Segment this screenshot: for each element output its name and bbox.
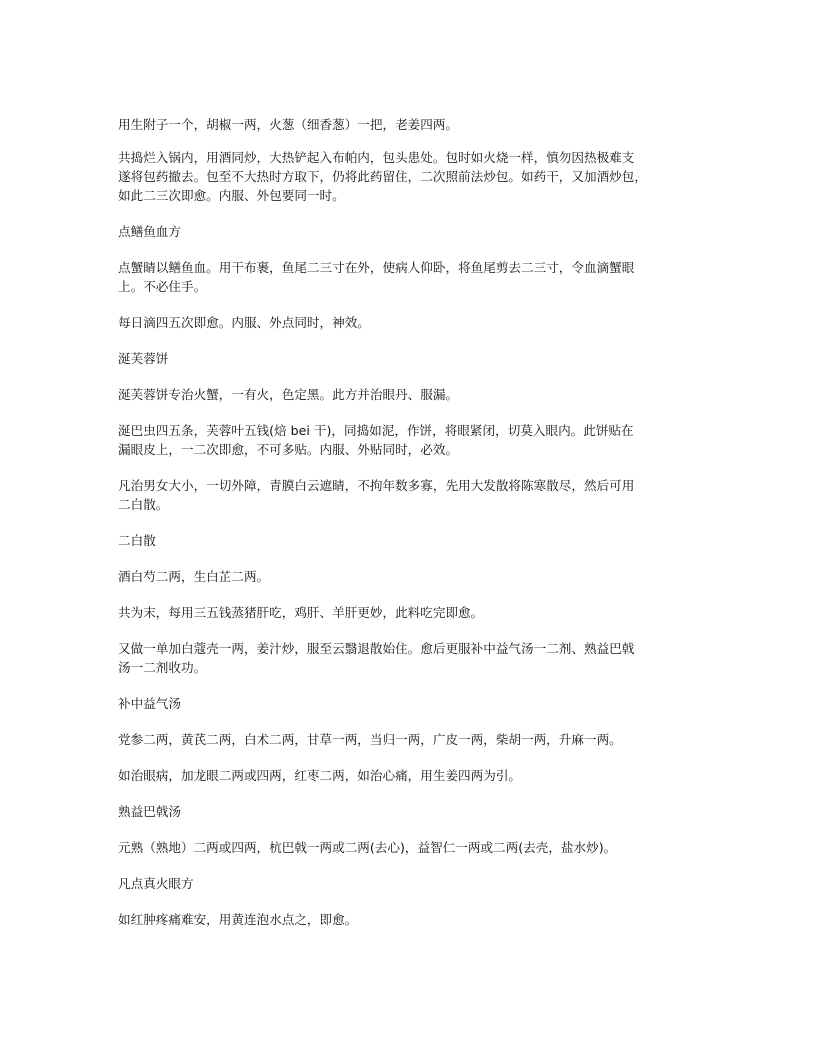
text-line: 二白散。	[118, 497, 169, 512]
paragraph	[118, 603, 718, 622]
paragraph	[118, 639, 718, 677]
section-heading	[118, 222, 718, 241]
text-line: 又做一单加白蔻壳一两，姜汁炒，服至云翳退散始住。愈后更服补中益气汤一二剂、熟益巴戟	[118, 641, 635, 656]
paragraph	[118, 567, 718, 586]
text-line: 凡治男女大小，一切外障，青膜白云遮睛，不拘年数多寡，先用大发散将陈寒散尽，然后可用	[118, 478, 635, 493]
section-heading	[118, 694, 718, 713]
text-line: 如此二三次即愈。内服、外包要同一时。	[118, 188, 345, 203]
paragraph	[118, 730, 718, 749]
text-line: 点鳝鱼血方	[118, 224, 181, 239]
text-line: 元熟（熟地）二两或四两，杭巴戟一两或二两(去心)，益智仁一两或二两(去壳，盐水炒)。	[118, 840, 617, 855]
text-line: 遂将包药撤去。包至不大热时方取下，仍将此药留住，二次照前法炒包。如药干，又加酒炒包，	[118, 169, 647, 184]
paragraph	[118, 148, 718, 205]
paragraph	[118, 421, 718, 459]
text-line: 上。不必住手。	[118, 279, 207, 294]
text-line: 点蟹睛以鳝鱼血。用干布裹，鱼尾二三寸在外，使病人仰卧，将鱼尾剪去二三寸，令血滴蟹眼	[118, 260, 635, 275]
text-line: 涎芙蓉饼专治火蟹，一有火，色定黑。此方并治眼丹、服漏。	[118, 387, 459, 402]
text-line: 二白散	[118, 533, 156, 548]
section-heading	[118, 531, 718, 550]
text-line: 共捣烂入锅内，用酒同炒，大热铲起入布帕内，包头患处。包时如火烧一样，慎勿因热极难支	[118, 150, 635, 165]
section-heading	[118, 874, 718, 893]
text-line: 共为末，每用三五钱蒸猪肝吃，鸡肝、羊肝更妙，此料吃完即愈。	[118, 605, 484, 620]
paragraph	[118, 115, 718, 134]
paragraph	[118, 838, 718, 857]
paragraph	[118, 766, 718, 785]
text-line: 如红肿疼痛难安，用黄连泡水点之，即愈。	[118, 912, 358, 927]
text-line: 酒白芍二两，生白芷二两。	[118, 569, 270, 584]
paragraph	[118, 313, 718, 332]
paragraph	[118, 910, 718, 929]
text-line: 汤一二剂收功。	[118, 660, 207, 675]
section-heading	[118, 349, 718, 368]
document-page	[118, 115, 718, 946]
text-line: 涎巴虫四五条，芙蓉叶五钱(焙 bei 干)，同捣如泥，作饼，将眼紧闭，切莫入眼内。此饼贴在	[118, 423, 634, 438]
paragraph	[118, 476, 718, 514]
paragraph	[118, 258, 718, 296]
text-line: 补中益气汤	[118, 696, 181, 711]
text-line: 涎芙蓉饼	[118, 351, 169, 366]
text-line: 党参二两，黄芪二两，白术二两，甘草一两，当归一两，广皮一两，柴胡一两，升麻一两。	[118, 732, 622, 747]
text-line: 如治眼病，加龙眼二两或四两，红枣二两，如治心痛，用生姜四两为引。	[118, 768, 521, 783]
paragraph	[118, 385, 718, 404]
text-line: 每日滴四五次即愈。内服、外点同时，神效。	[118, 315, 370, 330]
text-line: 熟益巴戟汤	[118, 804, 181, 819]
section-heading	[118, 802, 718, 821]
text-line: 用生附子一个，胡椒一两，火葱（细香葱）一把，老姜四两。	[118, 117, 459, 132]
text-line: 漏眼皮上，一二次即愈，不可多贴。内服、外贴同时，必效。	[118, 442, 459, 457]
text-line: 凡点真火眼方	[118, 876, 194, 891]
